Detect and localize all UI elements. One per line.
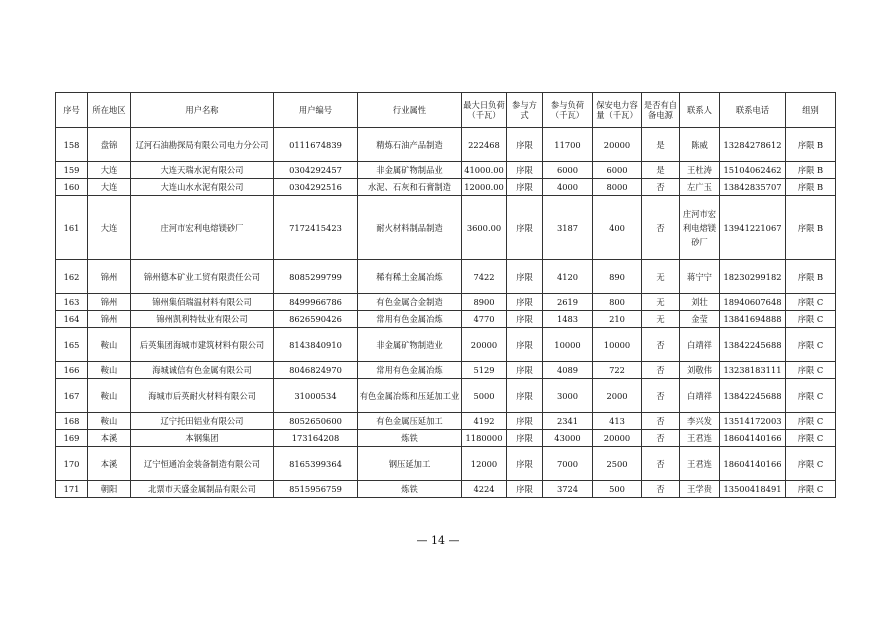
cell-phone: 13284278612 [720,128,786,162]
cell-contact: 庄河市宏利电熔镁砂厂 [680,196,720,260]
table-row [56,430,836,447]
cell-user-name: 海城诚信有色金属有限公司 [131,362,274,379]
cell-part-load: 4120 [543,260,593,294]
cell-security-capacity: 10000 [593,328,642,362]
cell-no: 171 [56,481,88,498]
cell-part-load: 2341 [543,413,593,430]
cell-phone: 13238183111 [720,362,786,379]
table-row [56,481,836,498]
cell-user-name: 锦州凯利特钛业有限公司 [131,311,274,328]
cell-group: 序限 B [786,260,836,294]
cell-backup-power: 无 [642,294,680,311]
cell-mode: 序限 [507,328,543,362]
cell-group: 序限 C [786,379,836,413]
cell-phone: 18604140166 [720,447,786,481]
cell-backup-power: 否 [642,430,680,447]
cell-security-capacity: 2000 [593,379,642,413]
cell-contact: 刘敬伟 [680,362,720,379]
cell-region: 鞍山 [88,362,131,379]
header-user-id: 用户编号 [274,93,358,128]
cell-contact: 刘壮 [680,294,720,311]
cell-backup-power: 否 [642,196,680,260]
cell-phone: 18230299182 [720,260,786,294]
cell-part-load: 4089 [543,362,593,379]
cell-group: 序限 C [786,311,836,328]
cell-part-load: 3724 [543,481,593,498]
cell-no: 168 [56,413,88,430]
table-row [56,311,836,328]
cell-industry: 钢压延加工 [358,447,462,481]
cell-mode: 序限 [507,260,543,294]
header-region: 所在地区 [88,93,131,128]
cell-industry: 有色金属压延加工 [358,413,462,430]
cell-security-capacity: 500 [593,481,642,498]
cell-backup-power: 是 [642,162,680,179]
cell-no: 159 [56,162,88,179]
cell-user-id: 0304292516 [274,179,358,196]
cell-user-id: 8515956759 [274,481,358,498]
cell-phone: 18940607648 [720,294,786,311]
header-industry: 行业属性 [358,93,462,128]
header-backup-power: 是否有自备电源 [642,93,680,128]
cell-contact: 白靖祥 [680,328,720,362]
table-row [56,413,836,430]
cell-user-id: 8085299799 [274,260,358,294]
cell-user-name: 后英集团海城市建筑材料有限公司 [131,328,274,362]
cell-phone: 13841694888 [720,311,786,328]
cell-no: 167 [56,379,88,413]
cell-group: 序限 B [786,179,836,196]
cell-region: 盘锦 [88,128,131,162]
cell-user-id: 7172415423 [274,196,358,260]
cell-user-id: 8046824970 [274,362,358,379]
cell-max-load: 12000.00 [462,179,507,196]
cell-part-load: 10000 [543,328,593,362]
cell-part-load: 43000 [543,430,593,447]
cell-user-id: 8499966786 [274,294,358,311]
cell-region: 锦州 [88,260,131,294]
cell-industry: 有色金属合金制造 [358,294,462,311]
cell-user-id: 8143840910 [274,328,358,362]
cell-max-load: 5129 [462,362,507,379]
cell-part-load: 11700 [543,128,593,162]
table-row [56,128,836,162]
cell-group: 序限 B [786,162,836,179]
cell-region: 本溪 [88,430,131,447]
cell-backup-power: 否 [642,413,680,430]
cell-industry: 耐火材料制品制造 [358,196,462,260]
cell-security-capacity: 6000 [593,162,642,179]
cell-part-load: 7000 [543,447,593,481]
cell-mode: 序限 [507,196,543,260]
cell-region: 朝阳 [88,481,131,498]
cell-security-capacity: 210 [593,311,642,328]
cell-industry: 常用有色金属冶炼 [358,311,462,328]
cell-user-name: 北票市天盛金属制品有限公司 [131,481,274,498]
table-row [56,294,836,311]
cell-user-id: 8626590426 [274,311,358,328]
cell-security-capacity: 20000 [593,128,642,162]
cell-contact: 金莹 [680,311,720,328]
cell-max-load: 41000.00 [462,162,507,179]
cell-backup-power: 否 [642,481,680,498]
cell-mode: 序限 [507,430,543,447]
cell-user-id: 8165399364 [274,447,358,481]
header-max-load: 最大日负荷（千瓦） [462,93,507,128]
cell-phone: 13842835707 [720,179,786,196]
cell-max-load: 5000 [462,379,507,413]
cell-region: 大连 [88,196,131,260]
cell-max-load: 222468 [462,128,507,162]
cell-mode: 序限 [507,294,543,311]
cell-security-capacity: 413 [593,413,642,430]
cell-backup-power: 否 [642,328,680,362]
cell-phone: 13500418491 [720,481,786,498]
cell-security-capacity: 2500 [593,447,642,481]
cell-contact: 王杜涛 [680,162,720,179]
cell-backup-power: 否 [642,447,680,481]
cell-mode: 序限 [507,162,543,179]
cell-group: 序限 C [786,481,836,498]
cell-backup-power: 是 [642,128,680,162]
cell-no: 160 [56,179,88,196]
cell-max-load: 8900 [462,294,507,311]
table-row [56,447,836,481]
cell-mode: 序限 [507,413,543,430]
cell-backup-power: 否 [642,362,680,379]
cell-max-load: 1180000 [462,430,507,447]
cell-region: 鞍山 [88,328,131,362]
cell-user-name: 本钢集团 [131,430,274,447]
cell-group: 序限 C [786,362,836,379]
cell-contact: 左广玉 [680,179,720,196]
header-security-capacity: 保安电力容量（千瓦） [593,93,642,128]
cell-part-load: 4000 [543,179,593,196]
cell-mode: 序限 [507,481,543,498]
cell-user-name: 庄河市宏利电熔镁砂厂 [131,196,274,260]
cell-contact: 王君连 [680,430,720,447]
header-group: 组别 [786,93,836,128]
cell-user-id: 173164208 [274,430,358,447]
cell-backup-power: 否 [642,179,680,196]
header-mode: 参与方式 [507,93,543,128]
page-number: — 14 — [416,534,460,547]
cell-contact: 王君连 [680,447,720,481]
cell-group: 序限 C [786,447,836,481]
cell-user-name: 辽宁恒通冶金装备制造有限公司 [131,447,274,481]
cell-max-load: 3600.00 [462,196,507,260]
cell-max-load: 4770 [462,311,507,328]
cell-industry: 水泥、石灰和石膏制造 [358,179,462,196]
cell-no: 158 [56,128,88,162]
table-row [56,260,836,294]
cell-part-load: 1483 [543,311,593,328]
table-row [56,362,836,379]
cell-industry: 炼铁 [358,430,462,447]
cell-user-name: 锦州德本矿业工贸有限责任公司 [131,260,274,294]
cell-no: 170 [56,447,88,481]
cell-user-name: 大连天瑞水泥有限公司 [131,162,274,179]
cell-max-load: 20000 [462,328,507,362]
cell-region: 锦州 [88,294,131,311]
cell-no: 163 [56,294,88,311]
cell-no: 161 [56,196,88,260]
cell-max-load: 7422 [462,260,507,294]
table-row [56,179,836,196]
cell-no: 166 [56,362,88,379]
cell-security-capacity: 800 [593,294,642,311]
cell-industry: 有色金属冶炼和压延加工业 [358,379,462,413]
cell-industry: 炼铁 [358,481,462,498]
cell-region: 大连 [88,179,131,196]
header-phone: 联系电话 [720,93,786,128]
table-row [56,328,836,362]
cell-industry: 精炼石油产品制造 [358,128,462,162]
cell-contact: 蒋宁宁 [680,260,720,294]
cell-region: 大连 [88,162,131,179]
cell-part-load: 2619 [543,294,593,311]
header-no: 序号 [56,93,88,128]
cell-mode: 序限 [507,179,543,196]
cell-group: 序限 B [786,128,836,162]
cell-user-name: 辽宁托田铝业有限公司 [131,413,274,430]
cell-mode: 序限 [507,379,543,413]
cell-user-name: 海城市后英耐火材料有限公司 [131,379,274,413]
cell-contact: 王学贵 [680,481,720,498]
table-header-row [56,93,836,128]
cell-no: 162 [56,260,88,294]
cell-region: 本溪 [88,447,131,481]
cell-group: 序限 C [786,413,836,430]
cell-max-load: 4192 [462,413,507,430]
cell-contact: 陈威 [680,128,720,162]
table-row [56,379,836,413]
cell-phone: 13842245688 [720,379,786,413]
cell-security-capacity: 890 [593,260,642,294]
cell-group: 序限 C [786,430,836,447]
header-contact: 联系人 [680,93,720,128]
cell-region: 鞍山 [88,413,131,430]
load-table [55,92,836,498]
cell-mode: 序限 [507,128,543,162]
cell-user-id: 8052650600 [274,413,358,430]
cell-max-load: 4224 [462,481,507,498]
cell-backup-power: 否 [642,379,680,413]
cell-industry: 常用有色金属冶炼 [358,362,462,379]
cell-security-capacity: 722 [593,362,642,379]
header-user-name: 用户名称 [131,93,274,128]
cell-no: 169 [56,430,88,447]
table-row [56,196,836,260]
cell-phone: 18604140166 [720,430,786,447]
cell-mode: 序限 [507,447,543,481]
cell-group: 序限 B [786,196,836,260]
cell-backup-power: 无 [642,311,680,328]
cell-contact: 白靖祥 [680,379,720,413]
cell-user-name: 锦州集佰瑞温材料有限公司 [131,294,274,311]
cell-no: 164 [56,311,88,328]
cell-phone: 15104062462 [720,162,786,179]
cell-part-load: 6000 [543,162,593,179]
cell-mode: 序限 [507,362,543,379]
cell-no: 165 [56,328,88,362]
cell-region: 鞍山 [88,379,131,413]
cell-group: 序限 C [786,328,836,362]
cell-user-id: 31000534 [274,379,358,413]
cell-group: 序限 C [786,294,836,311]
cell-user-name: 大连山水水泥有限公司 [131,179,274,196]
cell-industry: 非金属矿物制品业 [358,162,462,179]
cell-max-load: 12000 [462,447,507,481]
cell-industry: 非金属矿物制造业 [358,328,462,362]
cell-mode: 序限 [507,311,543,328]
cell-backup-power: 无 [642,260,680,294]
cell-user-id: 0111674839 [274,128,358,162]
cell-user-id: 0304292457 [274,162,358,179]
cell-region: 锦州 [88,311,131,328]
cell-security-capacity: 8000 [593,179,642,196]
cell-phone: 13842245688 [720,328,786,362]
cell-industry: 稀有稀土金属冶炼 [358,260,462,294]
table-row [56,162,836,179]
cell-phone: 13514172003 [720,413,786,430]
cell-security-capacity: 20000 [593,430,642,447]
cell-phone: 13941221067 [720,196,786,260]
cell-part-load: 3000 [543,379,593,413]
cell-user-name: 辽河石油勘探局有限公司电力分公司 [131,128,274,162]
cell-part-load: 3187 [543,196,593,260]
header-part-load: 参与负荷（千瓦） [543,93,593,128]
cell-security-capacity: 400 [593,196,642,260]
cell-contact: 李兴发 [680,413,720,430]
